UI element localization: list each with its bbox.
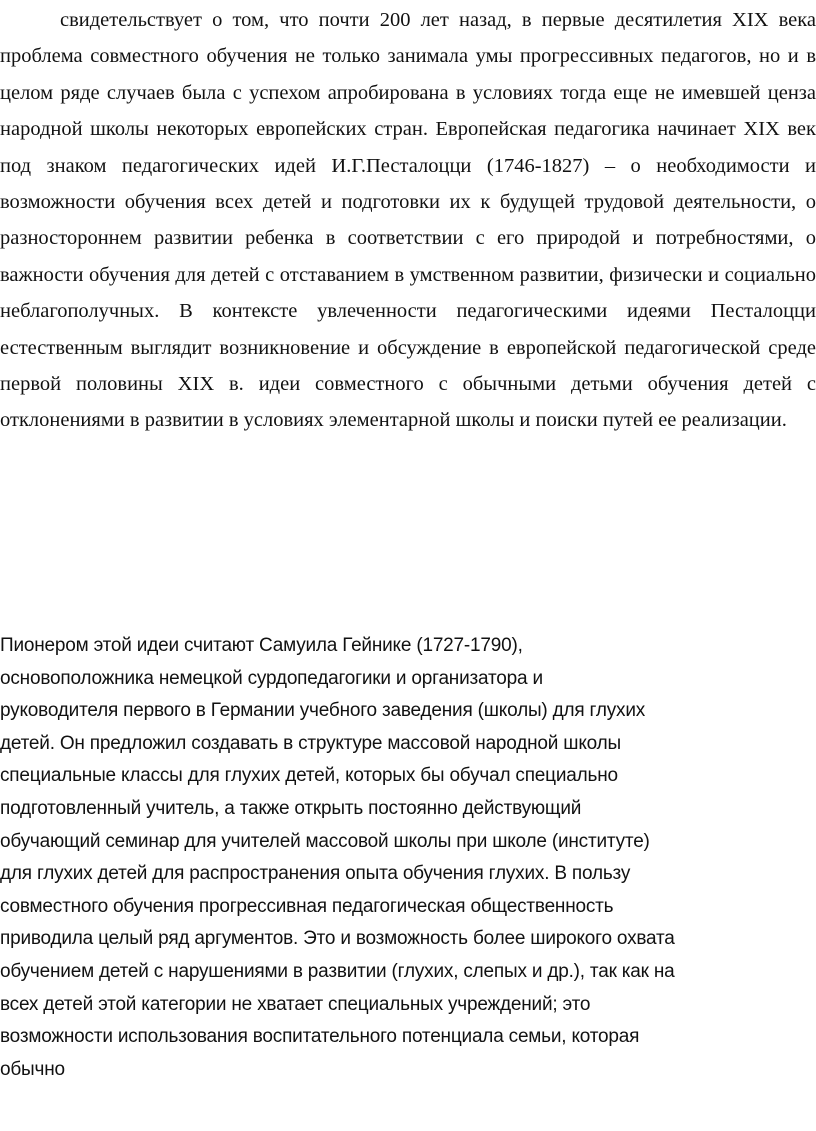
paragraph-sans: Пионером этой идеи считают Самуила Гейнике (1727-1790), основоположника немецкой сурдопедагогики и организатора и руководителя первого в Германии учебного заведения (школы) для глухих детей. Он предложил создавать в структуре массовой народной школы специальные классы для глухих детей, которых бы обучал специально подготовленный учитель, а также открыть постоянно действующий обучающий семинар для учителей массовой школы при школе (институте) для глухих детей для распространения опыта обучения глухих. В пользу совместного обучения прогрессивная педагогическая общественность приводила целый ряд аргументов. Это и возможность более широкого охвата обучением детей с нарушениями в развитии (глухих, слепых и др.), так как на всех детей этой категории не хватает специальных учреждений; это возможности использования воспитательного потенциала семьи, которая обычно	[0, 635, 675, 1080]
paragraph-serif: свидетельствует о том, что почти 200 лет назад, в первые десятилетия XIX века проблема совместного обучения не только занимала умы прогрессивных педагогов, но и в целом ряде случаев была с успехом апробирована в условиях тогда еще не имевшей ценза народной школы некоторых европейских стран. Европейская педагогика начинает XIX век под знаком педагогических идей И.Г.Песталоцци (1746-1827) – о необходимости и возможности обучения всех детей и подготовки их к будущей трудовой деятельности, о разностороннем развитии ребенка в соответствии с его природой и потребностями, о важности обучения для детей с отставанием в умственном развитии, физически и социально неблагополучных. В контексте увлеченности педагогическими идеями Песталоцци естественным выглядит возникновение и обсуждение в европейской педагогической среде первой половины XIX в. идеи совместного с обычными детьми обучения детей с отклонениями в развитии в условиях элементарной школы и поиски путей ее реализации.	[0, 9, 816, 432]
